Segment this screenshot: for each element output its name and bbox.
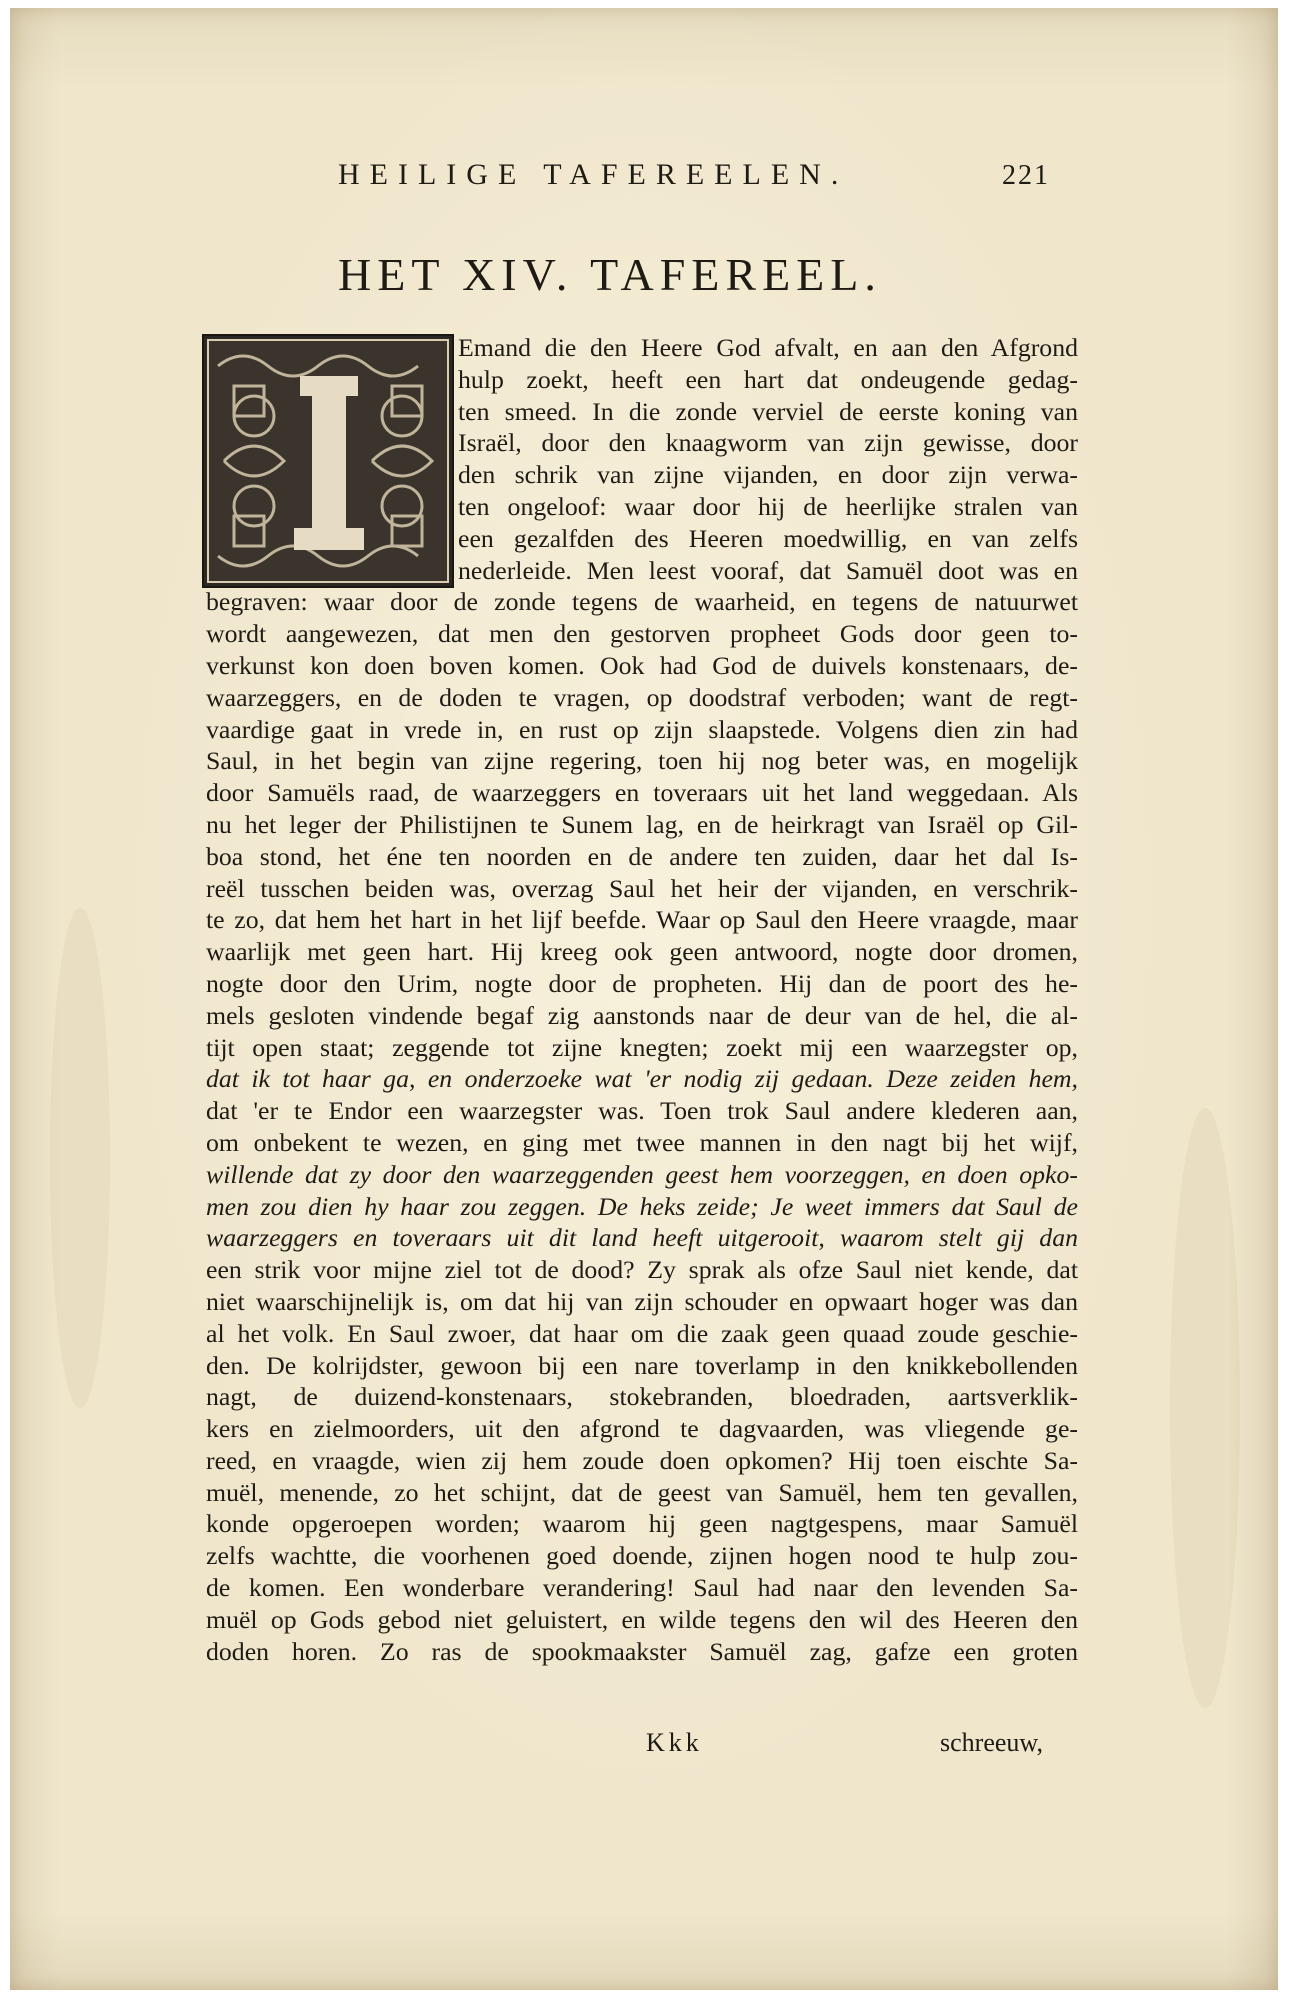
- text-line: kers en zielmoorders, uit den afgrond te dagvaarden, was vliegende ge-: [206, 1414, 1078, 1444]
- running-head: HEILIGE TAFEREELEN.: [338, 158, 849, 191]
- text-line: de komen. Een wonderbare verandering! Saul had naar den levenden Sa-: [206, 1573, 1078, 1603]
- text-line: reël tusschen beiden was, overzag Saul het heir der vijanden, en verschrik-: [206, 873, 1078, 903]
- text-line-italic: willende dat zy door den waarzeggenden geest hem voorzeggen, en doen opko-: [206, 1159, 1078, 1189]
- text-line-italic: dat ik tot haar ga, en onderzoeke wat 'er nodig zij gedaan. Deze zeiden hem,: [206, 1064, 1078, 1094]
- text-line: verkunst kon doen boven komen. Ook had God de duivels konstenaars, de-: [206, 650, 1078, 680]
- text-line: nogte door den Urim, nogte door de propheten. Hij dan de poort des he-: [206, 968, 1078, 998]
- text-line: wordt aangewezen, dat men den gestorven propheet Gods door geen to-: [206, 619, 1078, 649]
- signature-mark: Kkk: [646, 1728, 703, 1757]
- text-line: vaardige gaat in vrede in, en rust op zijn slaapstede. Volgens dien zin had: [206, 714, 1078, 744]
- text-line: dat 'er te Endor een waarzegster was. Toen trok Saul andere klederen aan,: [206, 1096, 1078, 1126]
- text-line: den schrik van zijne vijanden, en door zijn verwa-: [458, 460, 1078, 490]
- edge-stain: [50, 908, 110, 1408]
- text-line: zelfs wachtte, die voorhenen goed doende, zijnen hogen nood te hulp zou-: [206, 1541, 1078, 1571]
- text-line-italic: waarzeggers en toveraars uit dit land heeft uitgerooit, waarom stelt gij dan: [206, 1223, 1078, 1253]
- text-line: een strik voor mijne ziel tot de dood? Zy sprak als ofze Saul niet kende, dat: [206, 1255, 1078, 1285]
- edge-stain: [1170, 1108, 1240, 1708]
- text-line: door Samuëls raad, de waarzeggers en toveraars uit het land weggedaan. Als: [206, 778, 1078, 808]
- text-line: ten ongeloof: waar door hij de heerlijke stralen van: [458, 491, 1078, 521]
- text-line: te zo, dat hem het hart in het lijf beefde. Waar op Saul den Heere vraagde, maar: [206, 905, 1078, 935]
- text-line: tijt open staat; zeggende tot zijne knegten; zoekt mij een waarzegster op,: [206, 1032, 1078, 1062]
- text-line: konde opgeroepen worden; waarom hij geen nagtgespens, maar Samuël: [206, 1509, 1078, 1539]
- text-line: nagt, de duizend-konstenaars, stokebranden, bloedraden, aartsverklik-: [206, 1382, 1078, 1412]
- text-line: den. De kolrijdster, gewoon bij een nare toverlamp in den knikkebollenden: [206, 1350, 1078, 1380]
- text-line: reed, en vraagde, wien zij hem zoude doen opkomen? Hij toen eischte Sa-: [206, 1445, 1078, 1475]
- body-text: [206, 332, 1078, 1667]
- text-line: Israël, door den knaagworm van zijn gewisse, door: [458, 428, 1078, 458]
- chapter-title: HET XIV. TAFEREEL.: [338, 249, 882, 300]
- page-number: 221: [1002, 160, 1050, 191]
- text-line: waarzeggers, en de doden te vragen, op doodstraf verboden; want de regt-: [206, 682, 1078, 712]
- text-line: nederleide. Men leest vooraf, dat Samuël doot was en: [458, 555, 1078, 585]
- text-line: ten smeed. In die zonde verviel de eerste koning van: [458, 396, 1078, 426]
- text-line: doden horen. Zo ras de spookmaakster Samuël zag, gafze een groten: [206, 1636, 1078, 1666]
- text-line: boa stond, het éne ten noorden en de andere ten zuiden, daar het dal Is-: [206, 841, 1078, 871]
- text-line: mels gesloten vindende begaf zig aanstonds naar de deur van de hel, die al-: [206, 1000, 1078, 1030]
- text-line: al het volk. En Saul zwoer, dat haar om die zaak geen quaad zoude geschie-: [206, 1318, 1078, 1348]
- catchword: schreeuw,: [940, 1728, 1043, 1757]
- text-line-italic: men zou dien hy haar zou zeggen. De heks zeide; Je weet immers dat Saul de: [206, 1191, 1078, 1221]
- text-line: waarlijk met geen hart. Hij kreeg ook geen antwoord, nogte door dromen,: [206, 937, 1078, 967]
- text-line: een gezalfden des Heeren moedwillig, en van zelfs: [458, 523, 1078, 553]
- text-line: niet waarschijnelijk is, om dat hij van zijn schouder en opwaart hoger was dan: [206, 1286, 1078, 1316]
- text-line: Saul, in het begin van zijne regering, toen hij nog beter was, en mogelijk: [206, 746, 1078, 776]
- text-line: muël op Gods gebod niet geluistert, en wilde tegens den wil des Heeren den: [206, 1604, 1078, 1634]
- text-line: hulp zoekt, heeft een hart dat ondeugende gedag-: [458, 364, 1078, 394]
- text-line: Emand die den Heere God afvalt, en aan den Afgrond: [458, 333, 1078, 362]
- text-line: om onbekent te wezen, en ging met twee mannen in den nagt bij het wijf,: [206, 1127, 1078, 1157]
- text-line: muël, menende, zo het schijnt, dat de geest van Samuël, hem ten gevallen,: [206, 1477, 1078, 1507]
- text-line: nu het leger der Philistijnen te Sunem lag, en de heirkragt van Israël op Gil-: [206, 809, 1078, 839]
- text-line: begraven: waar door de zonde tegens de waarheid, en tegens de natuurwet: [206, 587, 1078, 617]
